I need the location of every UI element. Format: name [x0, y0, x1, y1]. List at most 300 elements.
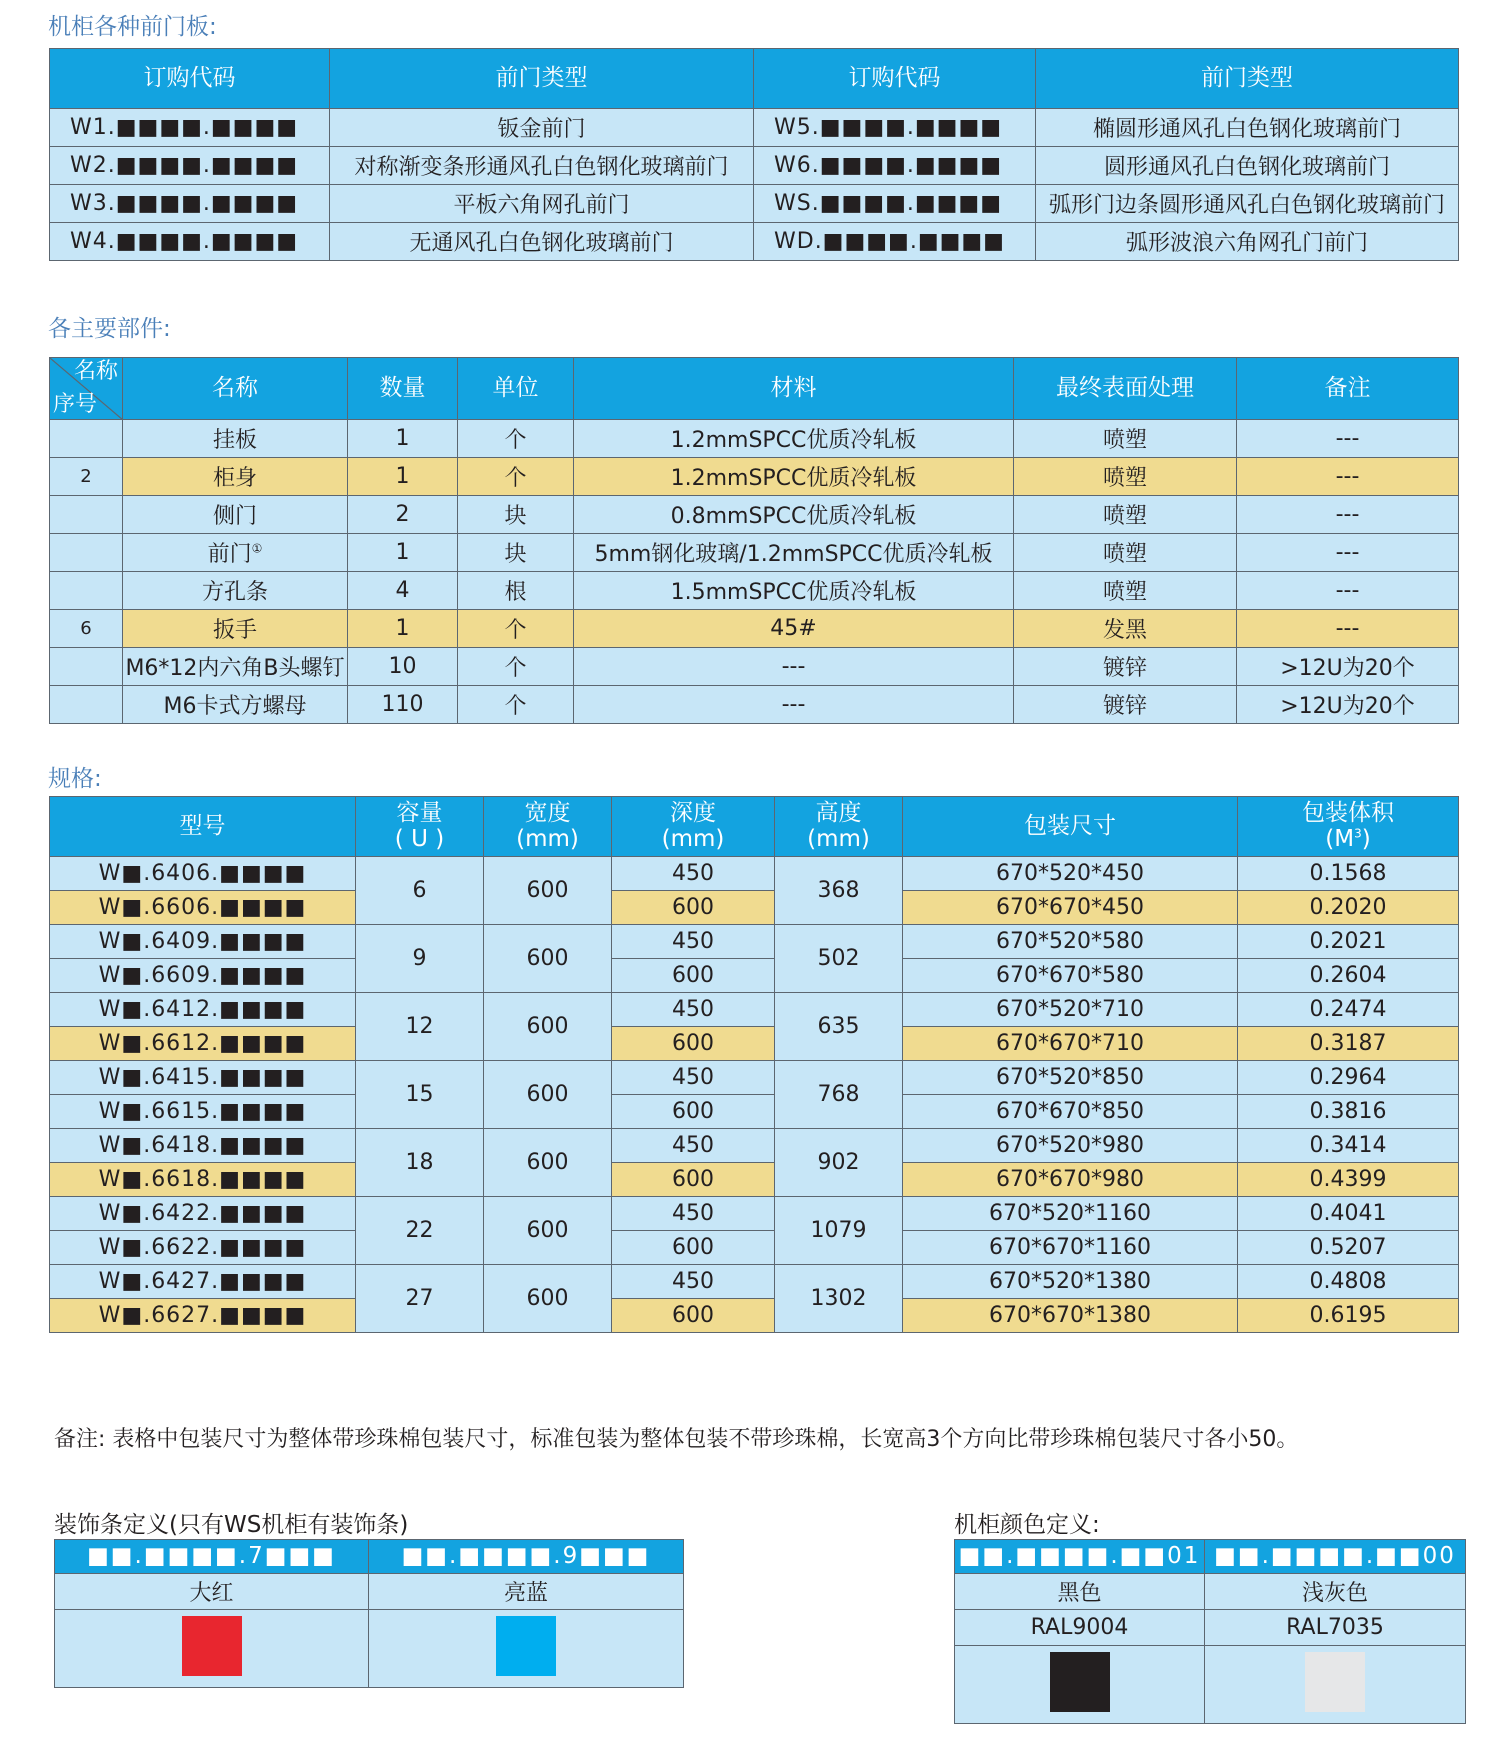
trim-heading: 装饰条定义(只有WS机柜有装饰条)	[54, 1512, 409, 1538]
header-line-2	[612, 827, 774, 852]
capacity-cell: 12	[356, 993, 484, 1061]
table-row	[50, 420, 1459, 458]
model-cell: W■.6622.■■■■	[50, 1231, 356, 1265]
part-unit-cell	[458, 534, 574, 572]
column-header: 数量	[348, 358, 458, 420]
capacity-cell: 9	[356, 925, 484, 993]
package-size-cell: 670*670*850	[903, 1095, 1238, 1129]
part-finish-cell	[1014, 534, 1237, 572]
table-row	[50, 610, 1459, 648]
part-qty: 1	[395, 616, 410, 641]
part-unit-cell	[458, 420, 574, 458]
part-remark: >12U为20个	[1280, 656, 1415, 681]
column-header	[775, 797, 903, 857]
width-cell: 600	[484, 1129, 612, 1197]
part-finish: 喷塑	[1102, 580, 1147, 605]
model-cell: W■.6612.■■■■	[50, 1027, 356, 1061]
capacity-cell: 22	[356, 1197, 484, 1265]
package-size-cell: 670*520*580	[903, 925, 1238, 959]
header-line-1: 包装尺寸	[1024, 812, 1116, 839]
parts-heading: 各主要部件:	[48, 316, 171, 342]
depth-cell: 600	[612, 1299, 775, 1333]
depth-cell: 450	[612, 1265, 775, 1299]
part-material: 1.5mmSPCC优质冷轧板	[670, 580, 917, 605]
model-cell: W■.6409.■■■■	[50, 925, 356, 959]
part-name-cell	[123, 496, 348, 534]
model-cell: W■.6615.■■■■	[50, 1095, 356, 1129]
part-finish: 喷塑	[1102, 504, 1147, 529]
header-line-1: 深度	[670, 800, 716, 827]
color-code-cell: ■■.■■■■.7■■■	[55, 1540, 369, 1574]
part-no-cell	[50, 686, 123, 724]
part-remark: ---	[1335, 616, 1360, 641]
column-header: 前门类型	[1036, 49, 1459, 109]
order-code-cell: W5.■■■■.■■■■	[754, 109, 1036, 147]
table-row	[50, 648, 1459, 686]
part-qty: 1	[395, 540, 410, 565]
width-cell: 600	[484, 857, 612, 925]
part-remark: >12U为20个	[1280, 694, 1415, 719]
part-no-cell	[50, 648, 123, 686]
swatch-cell	[55, 1610, 369, 1688]
color-code-row	[55, 1540, 684, 1574]
header-line-1: 包装体积	[1302, 800, 1394, 827]
color-name-cell: 浅灰色	[1205, 1574, 1466, 1610]
height-cell: 368	[775, 857, 903, 925]
swatch-cell	[955, 1646, 1205, 1724]
table-row	[50, 223, 1459, 261]
part-name: M6卡式方螺母	[163, 694, 307, 719]
part-material: ---	[781, 692, 806, 717]
header-line-2	[484, 827, 611, 852]
part-no-cell	[50, 610, 123, 648]
column-header: 备注	[1237, 358, 1459, 420]
table-row	[50, 1095, 1459, 1129]
table-row	[50, 458, 1459, 496]
depth-cell: 450	[612, 1061, 775, 1095]
color-name-row	[955, 1574, 1466, 1610]
part-remark-cell	[1237, 534, 1459, 572]
model-cell: W■.6609.■■■■	[50, 959, 356, 993]
swatch-cell	[1205, 1646, 1466, 1724]
package-volume-cell: 0.2964	[1238, 1061, 1459, 1095]
part-qty: 1	[395, 464, 410, 489]
part-finish: 喷塑	[1102, 466, 1147, 491]
part-no-cell	[50, 420, 123, 458]
ral-code-row	[955, 1610, 1466, 1646]
part-qty-cell	[348, 458, 458, 496]
package-volume-cell: 0.2604	[1238, 959, 1459, 993]
header-unit-close: )	[1361, 825, 1371, 852]
capacity-cell: 6	[356, 857, 484, 925]
package-size-cell: 670*670*710	[903, 1027, 1238, 1061]
table-row	[50, 1027, 1459, 1061]
part-qty: 4	[395, 578, 410, 603]
part-material: 1.2mmSPCC优质冷轧板	[670, 466, 917, 491]
header-line-1: 容量	[396, 800, 443, 827]
door-type-cell: 弧形门边条圆形通风孔白色钢化玻璃前门	[1036, 185, 1459, 223]
part-material: 1.2mmSPCC优质冷轧板	[670, 428, 917, 453]
part-qty: 2	[395, 502, 410, 527]
header-line-2	[1238, 827, 1458, 852]
order-code-cell: W2.■■■■.■■■■	[50, 147, 330, 185]
height-cell: 768	[775, 1061, 903, 1129]
part-unit-cell	[458, 686, 574, 724]
part-name: 扳手	[212, 618, 257, 643]
part-remark-cell	[1237, 420, 1459, 458]
part-name-cell	[123, 572, 348, 610]
order-code-cell: W1.■■■■.■■■■	[50, 109, 330, 147]
table-row	[50, 1061, 1459, 1095]
table-row	[50, 857, 1459, 891]
capacity-cell: 27	[356, 1265, 484, 1333]
color-swatch	[1305, 1652, 1365, 1712]
model-cell: W■.6415.■■■■	[50, 1061, 356, 1095]
header-unit: (mm)	[661, 825, 725, 852]
table-row	[50, 1265, 1459, 1299]
part-no: 6	[80, 618, 92, 639]
package-volume-cell: 0.2474	[1238, 993, 1459, 1027]
height-cell: 902	[775, 1129, 903, 1197]
front-doors-table	[49, 48, 1459, 261]
package-volume-cell: 0.2021	[1238, 925, 1459, 959]
column-header: 最终表面处理	[1014, 358, 1237, 420]
depth-cell: 450	[612, 925, 775, 959]
part-finish: 喷塑	[1102, 542, 1147, 567]
part-name-cell	[123, 458, 348, 496]
package-size-cell: 670*670*450	[903, 891, 1238, 925]
part-finish: 喷塑	[1102, 428, 1147, 453]
depth-cell: 450	[612, 1197, 775, 1231]
part-name: 柜身	[212, 466, 257, 491]
parts-table	[49, 357, 1459, 724]
part-name-cell	[123, 686, 348, 724]
order-code-cell: WD.■■■■.■■■■	[754, 223, 1036, 261]
part-unit: 个	[504, 618, 527, 643]
header-line-1: 宽度	[524, 800, 571, 827]
depth-cell: 600	[612, 1027, 775, 1061]
part-no-cell	[50, 496, 123, 534]
part-unit: 个	[504, 428, 527, 453]
part-material-cell	[574, 572, 1014, 610]
color-code-cell: ■■.■■■■.9■■■	[369, 1540, 684, 1574]
part-name-cell	[123, 648, 348, 686]
column-header	[50, 797, 356, 857]
part-unit: 根	[504, 580, 527, 605]
part-unit: 块	[504, 504, 527, 529]
table-row	[50, 185, 1459, 223]
cabinet-color-table	[954, 1539, 1466, 1724]
door-type-cell: 弧形波浪六角网孔门前门	[1036, 223, 1459, 261]
part-material-cell	[574, 420, 1014, 458]
column-header: 名称	[123, 358, 348, 420]
part-qty-cell	[348, 610, 458, 648]
column-header: 订购代码	[50, 49, 330, 109]
package-size-cell: 670*520*1380	[903, 1265, 1238, 1299]
part-qty: 1	[395, 426, 410, 451]
color-swatch	[182, 1616, 242, 1676]
table-row	[50, 1163, 1459, 1197]
color-name-cell: 亮蓝	[369, 1574, 684, 1610]
package-volume-cell: 0.3816	[1238, 1095, 1459, 1129]
part-name-cell	[123, 534, 348, 572]
model-cell: W■.6422.■■■■	[50, 1197, 356, 1231]
table-row	[50, 109, 1459, 147]
header-unit: (mm)	[516, 825, 579, 852]
color-swatch	[496, 1616, 556, 1676]
column-header: 前门类型	[330, 49, 754, 109]
swatch-row	[955, 1646, 1466, 1724]
part-name-cell	[123, 420, 348, 458]
depth-cell: 600	[612, 1163, 775, 1197]
part-finish-cell	[1014, 496, 1237, 534]
part-unit-cell	[458, 648, 574, 686]
table-row	[50, 496, 1459, 534]
width-cell: 600	[484, 1265, 612, 1333]
part-finish-cell	[1014, 686, 1237, 724]
header-unit: ( U )	[394, 825, 445, 852]
part-qty: 10	[388, 654, 417, 679]
table-row	[50, 534, 1459, 572]
ral-code-cell: RAL9004	[955, 1610, 1205, 1646]
part-unit: 块	[504, 542, 527, 567]
part-material: ---	[781, 654, 806, 679]
part-material-cell	[574, 496, 1014, 534]
table-row	[50, 1231, 1459, 1265]
table-row	[50, 925, 1459, 959]
part-material: 0.8mmSPCC优质冷轧板	[670, 504, 917, 529]
color-code-cell: ■■.■■■■.■■01	[955, 1540, 1205, 1574]
model-cell: W■.6627.■■■■	[50, 1299, 356, 1333]
door-type-cell: 椭圆形通风孔白色钢化玻璃前门	[1036, 109, 1459, 147]
part-finish: 发黑	[1102, 618, 1147, 643]
order-code-cell: W4.■■■■.■■■■	[50, 223, 330, 261]
model-cell: W■.6406.■■■■	[50, 857, 356, 891]
model-cell: W■.6427.■■■■	[50, 1265, 356, 1299]
table-row	[50, 959, 1459, 993]
part-unit-cell	[458, 572, 574, 610]
part-unit-cell	[458, 458, 574, 496]
part-no: 2	[80, 466, 92, 487]
part-remark-cell	[1237, 610, 1459, 648]
door-type-cell: 平板六角网孔前门	[330, 185, 754, 223]
door-type-cell: 无通风孔白色钢化玻璃前门	[330, 223, 754, 261]
package-size-cell: 670*670*1380	[903, 1299, 1238, 1333]
diag-number-label: 序号	[53, 391, 98, 417]
part-finish-cell	[1014, 420, 1237, 458]
table-row	[50, 891, 1459, 925]
depth-cell: 600	[612, 1095, 775, 1129]
part-remark: ---	[1335, 426, 1360, 451]
part-material-cell	[574, 686, 1014, 724]
package-volume-cell: 0.4808	[1238, 1265, 1459, 1299]
table-row	[50, 572, 1459, 610]
part-remark-cell	[1237, 686, 1459, 724]
depth-cell: 600	[612, 1231, 775, 1265]
depth-cell: 450	[612, 857, 775, 891]
depth-cell: 450	[612, 1129, 775, 1163]
part-material-cell	[574, 534, 1014, 572]
part-name: 方孔条	[201, 580, 268, 605]
diagonal-header-cell	[50, 358, 123, 420]
diag-name-label: 名称	[73, 359, 118, 384]
part-remark-cell	[1237, 496, 1459, 534]
height-cell: 635	[775, 993, 903, 1061]
color-name-cell: 大红	[55, 1574, 369, 1610]
part-finish-cell	[1014, 648, 1237, 686]
package-volume-cell: 0.4041	[1238, 1197, 1459, 1231]
color-code-row	[955, 1540, 1466, 1574]
part-material: 5mm钢化玻璃/1.2mmSPCC优质冷轧板	[594, 542, 993, 567]
door-type-cell: 钣金前门	[330, 109, 754, 147]
order-code-cell: WS.■■■■.■■■■	[754, 185, 1036, 223]
header-line-1: 型号	[179, 812, 226, 839]
package-size-cell: 670*670*1160	[903, 1231, 1238, 1265]
model-cell: W■.6606.■■■■	[50, 891, 356, 925]
trim-color-table	[54, 1539, 684, 1688]
header-line-1: 高度	[815, 800, 862, 827]
column-header	[484, 797, 612, 857]
part-remark-cell	[1237, 572, 1459, 610]
color-name-cell: 黑色	[955, 1574, 1205, 1610]
part-unit: 个	[504, 694, 527, 719]
part-unit-cell	[458, 496, 574, 534]
part-name: 侧门	[212, 504, 257, 529]
table-row	[50, 686, 1459, 724]
package-volume-cell: 0.3187	[1238, 1027, 1459, 1061]
package-volume-cell: 0.4399	[1238, 1163, 1459, 1197]
cabinet-color-heading: 机柜颜色定义:	[954, 1512, 1100, 1538]
part-qty-cell	[348, 534, 458, 572]
table-row	[50, 1197, 1459, 1231]
height-cell: 502	[775, 925, 903, 993]
model-cell: W■.6418.■■■■	[50, 1129, 356, 1163]
capacity-cell: 15	[356, 1061, 484, 1129]
door-type-cell: 对称渐变条形通风孔白色钢化玻璃前门	[330, 147, 754, 185]
header-unit: (M	[1325, 825, 1355, 852]
part-material-cell	[574, 648, 1014, 686]
part-no-cell	[50, 458, 123, 496]
package-volume-cell: 0.6195	[1238, 1299, 1459, 1333]
door-type-cell: 圆形通风孔白色钢化玻璃前门	[1036, 147, 1459, 185]
part-finish: 镀锌	[1102, 656, 1147, 681]
package-size-cell: 670*520*710	[903, 993, 1238, 1027]
column-header: 订购代码	[754, 49, 1036, 109]
part-qty-cell	[348, 496, 458, 534]
model-cell: W■.6618.■■■■	[50, 1163, 356, 1197]
part-no-cell	[50, 534, 123, 572]
part-name-cell	[123, 610, 348, 648]
width-cell: 600	[484, 1197, 612, 1265]
column-header	[903, 797, 1238, 857]
package-volume-cell: 0.2020	[1238, 891, 1459, 925]
height-cell: 1302	[775, 1265, 903, 1333]
table-row	[50, 993, 1459, 1027]
part-remark: ---	[1335, 464, 1360, 489]
part-remark: ---	[1335, 578, 1360, 603]
part-qty-cell	[348, 648, 458, 686]
color-name-row	[55, 1574, 684, 1610]
part-unit-cell	[458, 610, 574, 648]
part-material-cell	[574, 610, 1014, 648]
color-swatch	[1050, 1652, 1110, 1712]
part-remark: ---	[1335, 540, 1360, 565]
package-size-cell: 670*520*850	[903, 1061, 1238, 1095]
packaging-note: 备注: 表格中包装尺寸为整体带珍珠棉包装尺寸，标准包装为整体包装不带珍珠棉，长宽高3个方向比带珍珠棉包装尺寸各小50。	[54, 1427, 1299, 1452]
column-header: 单位	[458, 358, 574, 420]
part-name: 挂板	[212, 428, 257, 453]
order-code-cell: W6.■■■■.■■■■	[754, 147, 1036, 185]
header-unit: (mm)	[807, 825, 870, 852]
column-header: 材料	[574, 358, 1014, 420]
model-cell: W■.6412.■■■■	[50, 993, 356, 1027]
height-cell: 1079	[775, 1197, 903, 1265]
depth-cell: 600	[612, 959, 775, 993]
swatch-cell	[369, 1610, 684, 1688]
part-finish: 镀锌	[1102, 694, 1147, 719]
specs-heading: 规格:	[48, 766, 102, 792]
column-header	[612, 797, 775, 857]
header-superscript: 3	[1354, 825, 1362, 840]
part-qty: 110	[381, 692, 424, 717]
package-volume-cell: 0.5207	[1238, 1231, 1459, 1265]
package-volume-cell: 0.3414	[1238, 1129, 1459, 1163]
part-remark-cell	[1237, 458, 1459, 496]
depth-cell: 600	[612, 891, 775, 925]
header-line-2	[775, 827, 902, 852]
part-unit: 个	[504, 466, 527, 491]
order-code-cell: W3.■■■■.■■■■	[50, 185, 330, 223]
part-qty-cell	[348, 420, 458, 458]
part-material: 45#	[770, 616, 817, 641]
depth-cell: 450	[612, 993, 775, 1027]
package-volume-cell: 0.1568	[1238, 857, 1459, 891]
package-size-cell: 670*670*580	[903, 959, 1238, 993]
part-remark-cell	[1237, 648, 1459, 686]
width-cell: 600	[484, 993, 612, 1061]
column-header	[1238, 797, 1459, 857]
header-line-2	[356, 827, 483, 852]
specs-table	[49, 796, 1459, 1333]
footnote-mark: ①	[251, 541, 263, 556]
capacity-cell: 18	[356, 1129, 484, 1197]
table-row	[50, 1129, 1459, 1163]
package-size-cell: 670*520*450	[903, 857, 1238, 891]
swatch-row	[55, 1610, 684, 1688]
width-cell: 600	[484, 925, 612, 993]
part-finish-cell	[1014, 610, 1237, 648]
part-qty-cell	[348, 572, 458, 610]
part-unit: 个	[504, 656, 527, 681]
front-doors-heading: 机柜各种前门板:	[48, 14, 217, 40]
package-size-cell: 670*670*980	[903, 1163, 1238, 1197]
part-remark: ---	[1335, 502, 1360, 527]
part-finish-cell	[1014, 572, 1237, 610]
part-material-cell	[574, 458, 1014, 496]
width-cell: 600	[484, 1061, 612, 1129]
package-size-cell: 670*520*980	[903, 1129, 1238, 1163]
table-row	[50, 147, 1459, 185]
part-no-cell	[50, 572, 123, 610]
ral-code-cell: RAL7035	[1205, 1610, 1466, 1646]
table-row	[50, 1299, 1459, 1333]
part-qty-cell	[348, 686, 458, 724]
part-name: 前门	[207, 542, 252, 567]
package-size-cell: 670*520*1160	[903, 1197, 1238, 1231]
part-finish-cell	[1014, 458, 1237, 496]
part-name: M6*12内六角B头螺钉	[125, 656, 345, 681]
color-code-cell: ■■.■■■■.■■00	[1205, 1540, 1466, 1574]
